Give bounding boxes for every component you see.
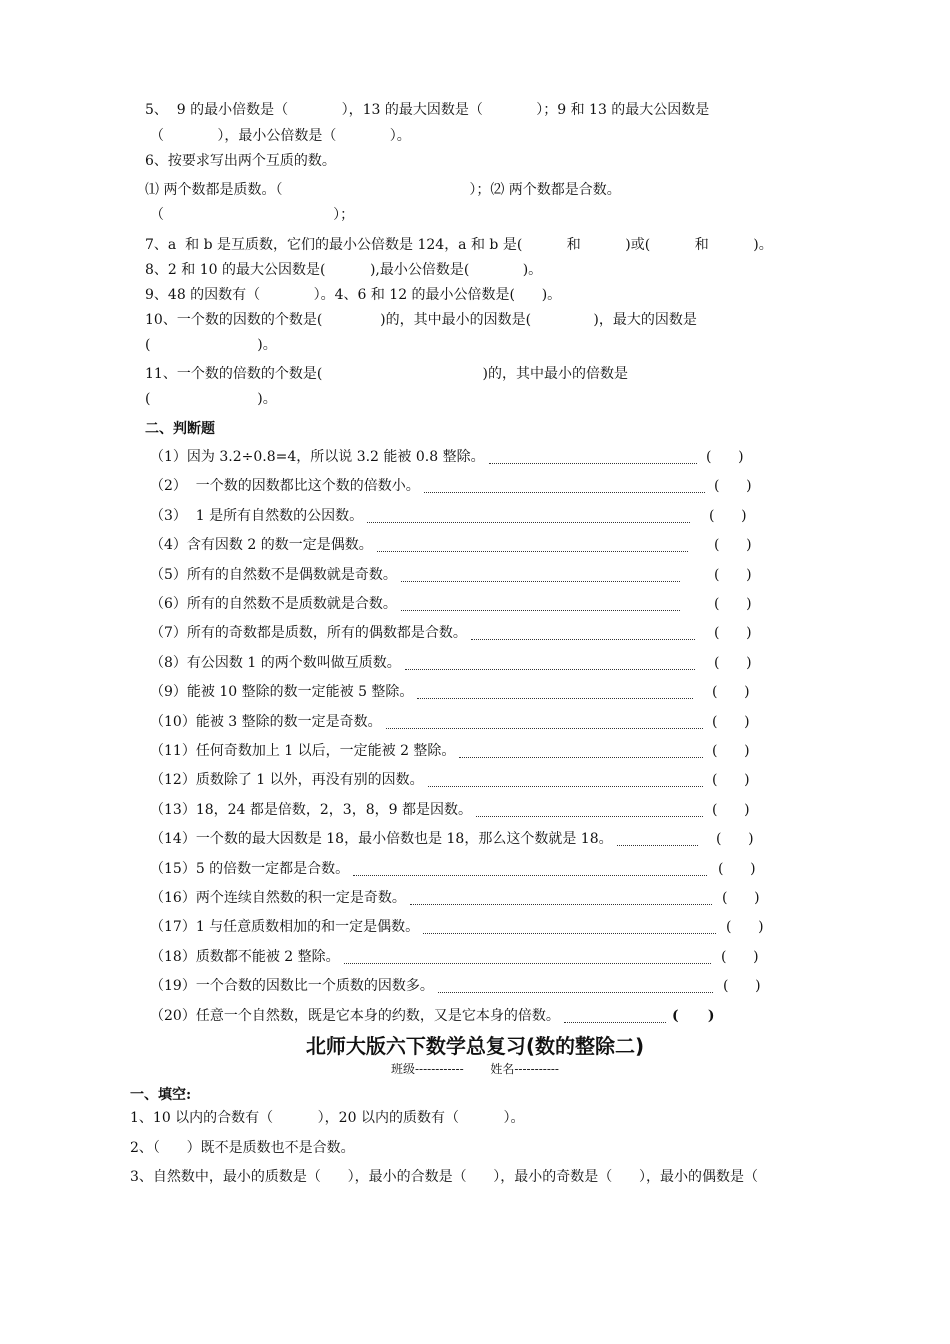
page-title: 北师大版六下数学总复习(数的整除二) bbox=[305, 1034, 645, 1058]
answer-leader bbox=[428, 786, 703, 787]
answer-leader bbox=[617, 845, 698, 846]
q9-line: 9、48 的因数有（ ）。4、6 和 12 的最小公倍数是( )。 bbox=[145, 287, 562, 303]
answer-blank[interactable]: ( ) bbox=[723, 978, 761, 994]
q11-line2: ( )。 bbox=[145, 391, 277, 407]
answer-blank[interactable]: ( ) bbox=[672, 1008, 715, 1024]
judge-item-text: （9）能被 10 整除的数一定能被 5 整除。 bbox=[150, 684, 414, 700]
answer-blank[interactable]: ( ) bbox=[714, 655, 752, 671]
q5-line2: （ ），最小公倍数是（ ）。 bbox=[150, 128, 411, 144]
q10-line1: 10、一个数的因数的个数是( )的，其中最小的因数是( )，最大的因数是 bbox=[145, 312, 697, 328]
judge-item-text: （6）所有的自然数不是质数就是合数。 bbox=[150, 596, 397, 612]
answer-leader bbox=[377, 551, 688, 552]
judge-item-text: （2） 一个数的因数都比这个数的倍数小。 bbox=[150, 478, 420, 494]
answer-leader bbox=[401, 581, 680, 582]
q6-line: 6、按要求写出两个互质的数。 bbox=[145, 153, 336, 169]
judge-item-text: （10）能被 3 整除的数一定是奇数。 bbox=[150, 714, 382, 730]
answer-blank[interactable]: ( ) bbox=[721, 949, 759, 965]
judge-item-text: （3） 1 是所有自然数的公因数。 bbox=[150, 508, 364, 524]
judge-item-text: （12）质数除了 1 以外，再没有别的因数。 bbox=[150, 772, 424, 788]
answer-blank[interactable]: ( ) bbox=[709, 508, 747, 524]
class-name-row bbox=[0, 1060, 950, 1077]
judge-item-text: （20）任意一个自然数，既是它本身的约数，又是它本身的倍数。 bbox=[150, 1008, 560, 1024]
judge-item-text: （17）1 与任意质数相加的和一定是偶数。 bbox=[150, 919, 420, 935]
answer-leader bbox=[353, 875, 707, 876]
class-label: 班级------------ bbox=[391, 1062, 464, 1076]
answer-leader bbox=[459, 757, 703, 758]
answer-blank[interactable]: ( ) bbox=[726, 919, 764, 935]
answer-leader bbox=[367, 522, 690, 523]
answer-blank[interactable]: ( ) bbox=[716, 831, 754, 847]
q8-line: 8、2 和 10 的最大公因数是( ),最小公倍数是( )。 bbox=[145, 262, 543, 278]
q1-line: 1、10 以内的合数有（ ），20 以内的质数有（ ）。 bbox=[130, 1110, 525, 1126]
answer-leader bbox=[424, 492, 705, 493]
answer-blank[interactable]: ( ) bbox=[722, 890, 760, 906]
judge-item-text: （18）质数都不能被 2 整除。 bbox=[150, 949, 340, 965]
answer-blank[interactable]: ( ) bbox=[714, 625, 752, 641]
answer-blank[interactable]: ( ) bbox=[712, 802, 750, 818]
judge-item-text: （1）因为 3.2÷0.8=4，所以说 3.2 能被 0.8 整除。 bbox=[150, 449, 485, 465]
judge-item-text: （8）有公因数 1 的两个数叫做互质数。 bbox=[150, 655, 401, 671]
q6-sub1: ⑴ 两个数都是质数。（ ）；⑵ 两个数都是合数。 bbox=[145, 182, 621, 198]
answer-blank[interactable]: ( ) bbox=[714, 478, 752, 494]
judge-item-text: （7）所有的奇数都是质数，所有的偶数都是合数。 bbox=[150, 625, 467, 641]
answer-blank[interactable]: ( ) bbox=[712, 743, 750, 759]
answer-leader bbox=[489, 463, 697, 464]
judge-item-text: （16）两个连续自然数的积一定是奇数。 bbox=[150, 890, 406, 906]
judge-item-text: （4）含有因数 2 的数一定是偶数。 bbox=[150, 537, 373, 553]
judge-item-text: （15）5 的倍数一定都是合数。 bbox=[150, 861, 350, 877]
answer-blank[interactable]: ( ) bbox=[714, 537, 752, 553]
judge-item-text: （11）任何奇数加上 1 以后，一定能被 2 整除。 bbox=[150, 743, 456, 759]
answer-blank[interactable]: ( ) bbox=[714, 567, 752, 583]
answer-blank[interactable]: ( ) bbox=[712, 684, 750, 700]
fill-heading: 一、填空: bbox=[130, 1087, 192, 1103]
answer-leader bbox=[417, 698, 693, 699]
q11-line1: 11、一个数的倍数的个数是( )的，其中最小的倍数是 bbox=[145, 366, 628, 382]
answer-leader bbox=[410, 904, 712, 905]
answer-leader bbox=[564, 1022, 666, 1023]
answer-blank[interactable]: ( ) bbox=[714, 596, 752, 612]
judge-item-text: （5）所有的自然数不是偶数就是奇数。 bbox=[150, 567, 397, 583]
judge-item-text: （19）一个合数的因数比一个质数的因数多。 bbox=[150, 978, 434, 994]
answer-leader bbox=[405, 669, 695, 670]
answer-leader bbox=[386, 728, 703, 729]
q5-line1: 5、 9 的最小倍数是（ ），13 的最大因数是（ ）；9 和 13 的最大公因数是 bbox=[145, 102, 710, 118]
answer-leader bbox=[423, 933, 716, 934]
answer-leader bbox=[476, 816, 703, 817]
name-label: 姓名----------- bbox=[490, 1062, 559, 1076]
answer-blank[interactable]: ( ) bbox=[706, 449, 744, 465]
q10-line2: ( )。 bbox=[145, 337, 277, 353]
judge-heading: 二、判断题 bbox=[145, 421, 215, 437]
q6-sub2: （ ）； bbox=[150, 207, 355, 223]
answer-blank[interactable]: ( ) bbox=[712, 714, 750, 730]
answer-blank[interactable]: ( ) bbox=[712, 772, 750, 788]
answer-blank[interactable]: ( ) bbox=[718, 861, 756, 877]
judge-item-text: （14）一个数的最大因数是 18，最小倍数也是 18，那么这个数就是 18。 bbox=[150, 831, 613, 847]
answer-leader bbox=[438, 992, 713, 993]
q3-line: 3、自然数中，最小的质数是（ ），最小的合数是（ ），最小的奇数是（ ），最小的偶数是（ bbox=[130, 1169, 759, 1185]
answer-leader bbox=[344, 963, 711, 964]
judge-item-text: （13）18，24 都是倍数，2，3，8，9 都是因数。 bbox=[150, 802, 472, 818]
q7-line: 7、a 和 b 是互质数，它们的最小公倍数是 124，a 和 b 是( 和 )或( 和 )。 bbox=[145, 237, 773, 253]
answer-leader bbox=[471, 639, 695, 640]
q2-line: 2、（ ）既不是质数也不是合数。 bbox=[130, 1140, 355, 1156]
answer-leader bbox=[401, 610, 680, 611]
